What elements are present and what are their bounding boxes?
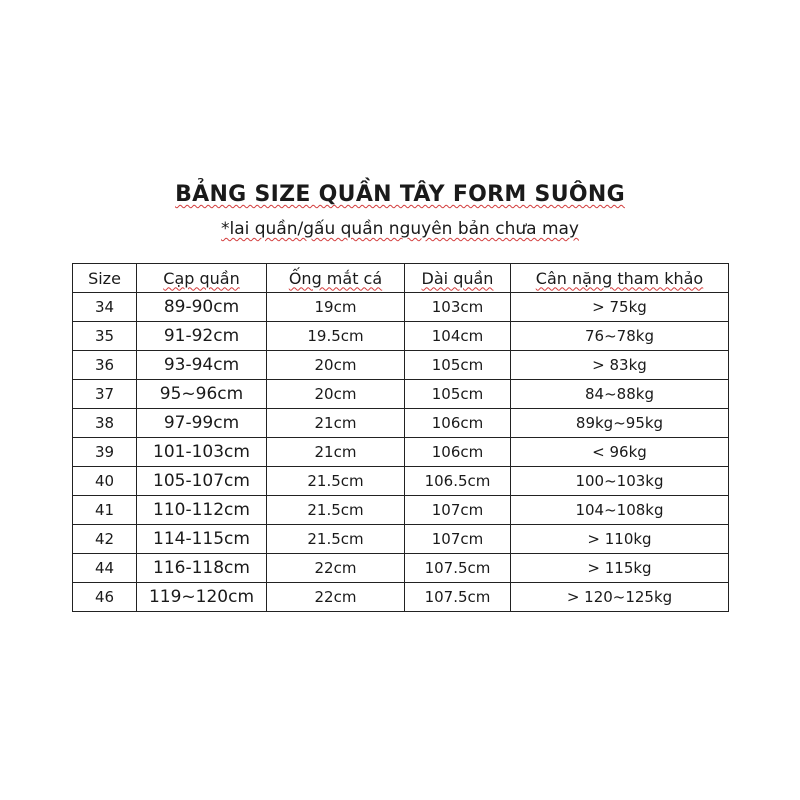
cell-weight: > 75kg — [511, 293, 729, 322]
cell-weight: > 83kg — [511, 351, 729, 380]
table-row — [73, 525, 729, 554]
cell-size: 38 — [73, 409, 137, 438]
table-row — [73, 554, 729, 583]
cell-ankle: 22cm — [267, 583, 405, 612]
table-row — [73, 583, 729, 612]
page-title — [0, 182, 800, 207]
cell-length: 106cm — [405, 409, 511, 438]
table-header-row — [73, 264, 729, 293]
cell-weight: > 115kg — [511, 554, 729, 583]
cell-ankle: 19cm — [267, 293, 405, 322]
table-body — [73, 293, 729, 612]
cell-ankle: 21cm — [267, 409, 405, 438]
cell-ankle: 21.5cm — [267, 467, 405, 496]
size-chart-table — [72, 263, 729, 612]
cell-weight: > 120~125kg — [511, 583, 729, 612]
title-text: BẢNG SIZE QUẦN TÂY FORM SUÔNG — [175, 182, 625, 207]
cell-length: 105cm — [405, 351, 511, 380]
cell-length: 107cm — [405, 525, 511, 554]
cell-ankle: 20cm — [267, 351, 405, 380]
cell-ankle: 21cm — [267, 438, 405, 467]
table-row — [73, 496, 729, 525]
cell-waist: 116-118cm — [137, 554, 267, 583]
cell-size: 42 — [73, 525, 137, 554]
cell-waist: 91-92cm — [137, 322, 267, 351]
cell-ankle: 19.5cm — [267, 322, 405, 351]
cell-size: 37 — [73, 380, 137, 409]
table-row — [73, 380, 729, 409]
header-size: Size — [73, 264, 137, 293]
cell-waist: 97-99cm — [137, 409, 267, 438]
cell-length: 107cm — [405, 496, 511, 525]
cell-size: 34 — [73, 293, 137, 322]
table-row — [73, 438, 729, 467]
cell-ankle: 22cm — [267, 554, 405, 583]
cell-length: 106cm — [405, 438, 511, 467]
cell-waist: 114-115cm — [137, 525, 267, 554]
table-row — [73, 351, 729, 380]
cell-size: 35 — [73, 322, 137, 351]
cell-weight: 104~108kg — [511, 496, 729, 525]
cell-length: 104cm — [405, 322, 511, 351]
cell-length: 105cm — [405, 380, 511, 409]
cell-weight: < 96kg — [511, 438, 729, 467]
header-waist: Cạp quần — [137, 264, 267, 293]
header-weight: Cân nặng tham khảo — [511, 264, 729, 293]
cell-waist: 110-112cm — [137, 496, 267, 525]
cell-waist: 95~96cm — [137, 380, 267, 409]
header-length: Dài quần — [405, 264, 511, 293]
table-row — [73, 409, 729, 438]
cell-length: 103cm — [405, 293, 511, 322]
cell-length: 107.5cm — [405, 554, 511, 583]
cell-weight: > 110kg — [511, 525, 729, 554]
cell-size: 46 — [73, 583, 137, 612]
cell-waist: 89-90cm — [137, 293, 267, 322]
header-ankle: Ống mắt cá — [267, 264, 405, 293]
cell-weight: 76~78kg — [511, 322, 729, 351]
cell-size: 40 — [73, 467, 137, 496]
table-row — [73, 467, 729, 496]
cell-ankle: 21.5cm — [267, 525, 405, 554]
cell-waist: 105-107cm — [137, 467, 267, 496]
cell-weight: 100~103kg — [511, 467, 729, 496]
cell-length: 107.5cm — [405, 583, 511, 612]
cell-waist: 101-103cm — [137, 438, 267, 467]
cell-weight: 84~88kg — [511, 380, 729, 409]
cell-size: 44 — [73, 554, 137, 583]
page-subtitle — [0, 219, 800, 239]
cell-ankle: 21.5cm — [267, 496, 405, 525]
cell-size: 41 — [73, 496, 137, 525]
cell-waist: 93-94cm — [137, 351, 267, 380]
cell-waist: 119~120cm — [137, 583, 267, 612]
table-row — [73, 293, 729, 322]
cell-length: 106.5cm — [405, 467, 511, 496]
cell-weight: 89kg~95kg — [511, 409, 729, 438]
subtitle-text: *lai quần/gấu quần nguyên bản chưa may — [221, 219, 579, 239]
table-row — [73, 322, 729, 351]
cell-size: 36 — [73, 351, 137, 380]
cell-size: 39 — [73, 438, 137, 467]
cell-ankle: 20cm — [267, 380, 405, 409]
